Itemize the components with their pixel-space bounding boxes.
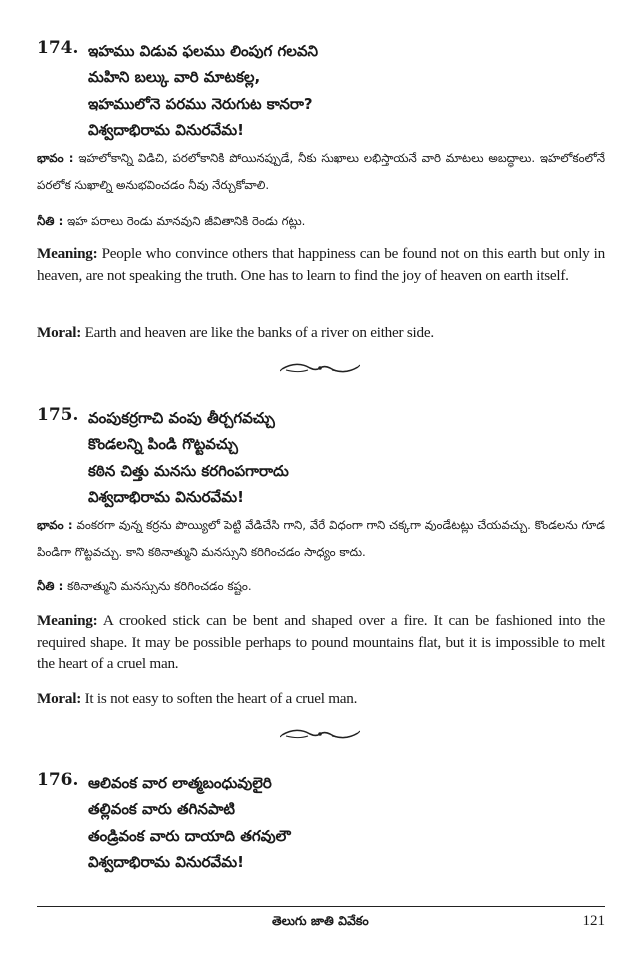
verse-line: వంపుకర్రగాచి వంపు తీర్చగవచ్చు [88, 409, 275, 427]
verse-number: 176. [37, 770, 79, 790]
meaning-label: Meaning: [37, 245, 98, 262]
neeti-paragraph [37, 573, 605, 600]
verse-lines [88, 770, 291, 875]
moral-text: It is not easy to soften the heart of a cruel man. [84, 690, 358, 707]
verse-line: విశ్వదాభిరామ వినురవేమ! [88, 487, 244, 506]
meaning-text: People who convince others that happiness can be found not on this earth but only in heaven, are not speaking the truth. One has to learn to find the joy of heaven on earth itself. [37, 245, 605, 284]
meaning-paragraph [37, 243, 605, 286]
verse-line: విశ్వదాభిరామ వినురవేమ! [88, 852, 244, 871]
footer-divider [37, 906, 605, 907]
bhavam-paragraph [37, 512, 605, 566]
verse-number: 174. [37, 38, 79, 58]
neeti-text: ఇహ పరాలు రెండు మానవుని జీవితానికి రెండు గట్లు. [67, 214, 306, 228]
verse-line: ఇహము విడువ ఫలము లింపుగ గలవని [88, 42, 319, 60]
neeti-label: నీతి : [37, 214, 64, 228]
bhavam-paragraph [37, 145, 605, 199]
verse-line: ఆలివంక వార లాత్మబంధువులైరి [88, 774, 272, 792]
neeti-label: నీతి : [37, 579, 64, 593]
meaning-text: A crooked stick can be bent and shaped over a fire. It can be fashioned into the required shape. It may be possible perhaps to pound mountains flat, but it is impossible to melt the heart of a cruel man. [37, 612, 605, 672]
verse-lines [88, 405, 289, 510]
moral-label: Moral: [37, 690, 82, 707]
page-number: 121 [582, 913, 605, 929]
neeti-paragraph [37, 208, 605, 235]
bhavam-label: భావం : [37, 518, 73, 532]
ornament-divider [280, 727, 360, 741]
bhavam-label: భావం : [37, 151, 74, 165]
meaning-label: Meaning: [37, 612, 98, 629]
bhavam-text: వంకరగా వున్న కర్రను పొయ్యిలో పెట్టి వేడిచేసి గాని, వేరే విధంగా గాని చక్కగా వుండేటట్లు చేయవచ్చు. కొండలను గూడ పిండిగా గొట్టవచ్చు. కాని కఠినాత్ముని మనస్సుని కరిగించడం సాధ్యం కాదు. [37, 518, 606, 559]
neeti-text: కఠినాత్ముని మనస్సును కరిగించడం కష్టం. [67, 579, 252, 593]
verse-line: ఇహములోనె పరము నెరుగుట కానరా? [88, 94, 313, 113]
moral-label: Moral: [37, 324, 82, 341]
verse-lines [88, 38, 318, 143]
verse-line: విశ్వదాభిరామ వినురవేమ! [88, 120, 244, 139]
verse-line: తండ్రివంక వారు దాయాది తగవులౌ [88, 826, 291, 845]
verse-line: కఠిన చిత్తు మనసు కరగింపగారాదు [88, 461, 289, 480]
moral-paragraph [37, 322, 605, 344]
footer-book-title: తెలుగు జాతి వివేకం [272, 913, 369, 928]
moral-paragraph [37, 688, 605, 710]
ornament-divider [280, 361, 360, 375]
bhavam-text: ఇహలోకాన్ని విడిచి, పరలోకానికి పోయినప్పుడే, నీకు సుఖాలు లభిస్తాయనే వారి మాటలు అబద్ధాలు. ఇహలోకంలోనే పరలోక సుఖాల్ని అనుభవించడం నీవు నేర్చుకోవాలి. [37, 151, 606, 192]
moral-text: Earth and heaven are like the banks of a river on either side. [84, 324, 434, 341]
verse-number: 175. [37, 405, 79, 425]
verse-line: తల్లివంక వారు తగినపాటి [88, 800, 236, 819]
meaning-paragraph [37, 610, 605, 675]
verse-line: కొండలన్ని పిండి గొట్టవచ్చు [88, 435, 238, 454]
verse-line: మహిని బల్కు వారి మాటకల్ల, [88, 68, 261, 87]
